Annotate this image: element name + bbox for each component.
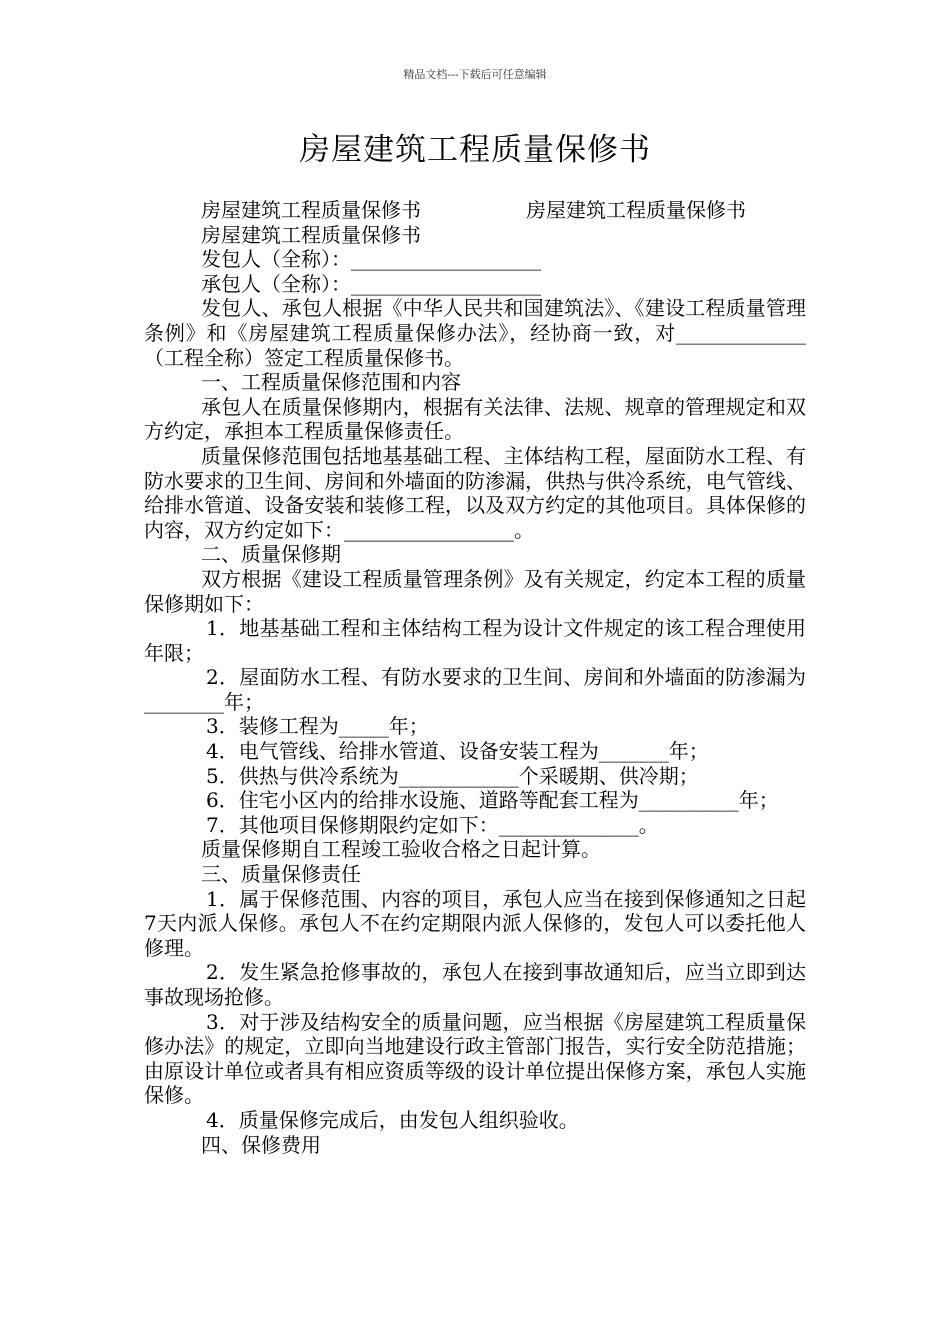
warranty-item-2: 2．屋面防水工程、有防水要求的卫生间、房间和外墙面的防渗漏为________年； — [144, 665, 806, 714]
section-1-heading: 一、工程质量保修范围和内容 — [201, 370, 461, 395]
section-2-paragraph-1: 双方根据《建设工程质量管理条例》及有关规定，约定本工程的质量保修期如下： — [144, 566, 806, 616]
responsibility-item-4: 4．质量保修完成后，由发包人组织验收。 — [206, 1107, 579, 1132]
warranty-item-5: 5．供热与供冷系统为____________个采暖期、供冷期； — [206, 763, 699, 788]
warranty-item-7: 7．其他项目保修期限约定如下：______________。 — [206, 812, 659, 837]
section-1-paragraph-1: 承包人在质量保修期内，根据有关法律、法规、规章的管理规定和双方约定，承担本工程质量保修责任。 — [144, 394, 806, 444]
section-3-heading: 三、质量保修责任 — [201, 862, 361, 887]
intro-paragraph: 发包人、承包人根据《中华人民共和国建筑法》、《建设工程质量管理条例》和《房屋建筑工程质量保修办法》，经协商一致，对_____________（工程全称）签定工程质量保修书。 — [144, 296, 806, 370]
responsibility-item-2: 2．发生紧急抢修事故的，承包人在接到事故通知后，应当立即到达事故现场抢修。 — [144, 960, 806, 1009]
section-4-heading: 四、保修费用 — [201, 1132, 321, 1157]
subtitle-row — [144, 198, 806, 223]
employer-line: 发包人（全称）：___________________ — [201, 247, 541, 272]
contractor-line: 承包人（全称）：___________________ — [201, 271, 541, 296]
responsibility-item-3: 3．对于涉及结构安全的质量问题，应当根据《房屋建筑工程质量保修办法》的规定，立即向当地建设行政主管部门报告，实行安全防范措施；由原设计单位或者具有相应资质等级的设计单位提出保修方案，承包人实施保修。 — [144, 1009, 806, 1108]
warranty-item-6: 6．住宅小区内的给排水设施、道路等配套工程为__________年； — [206, 788, 779, 813]
responsibility-item-1: 1．属于保修范围、内容的项目，承包人应当在接到保修通知之日起7天内派人保修。承包人不在约定期限内派人保修的，发包人可以委托他人修理。 — [144, 886, 806, 960]
warranty-item-4: 4．电气管线、给排水管道、设备安装工程为_______年； — [206, 739, 709, 764]
section-1-paragraph-2: 质量保修范围包括地基基础工程、主体结构工程，屋面防水工程、有防水要求的卫生间、房间和外墙面的防渗漏，供热与供冷系统，电气管线、给排水管道、设备安装和装修工程，以及双方约定的其他项目。具体保修的内容，双方约定如下：_________________。 — [144, 443, 806, 542]
section-2-heading: 二、质量保修期 — [201, 542, 341, 567]
section-2-paragraph-2: 质量保修期自工程竣工验收合格之日起计算。 — [201, 837, 601, 862]
header-note: 精品文档---下载后可任意编辑 — [403, 68, 547, 81]
subtitle-1: 房屋建筑工程质量保修书 — [201, 198, 421, 222]
document-title: 房屋建筑工程质量保修书 — [299, 132, 651, 168]
document-body — [144, 198, 806, 1157]
warranty-item-1: 1．地基基础工程和主体结构工程为设计文件规定的该工程合理使用年限； — [144, 616, 806, 665]
warranty-item-3: 3．装修工程为_____年； — [206, 714, 429, 739]
subtitle-2: 房屋建筑工程质量保修书 — [526, 198, 746, 222]
subtitle-3: 房屋建筑工程质量保修书 — [201, 222, 421, 247]
